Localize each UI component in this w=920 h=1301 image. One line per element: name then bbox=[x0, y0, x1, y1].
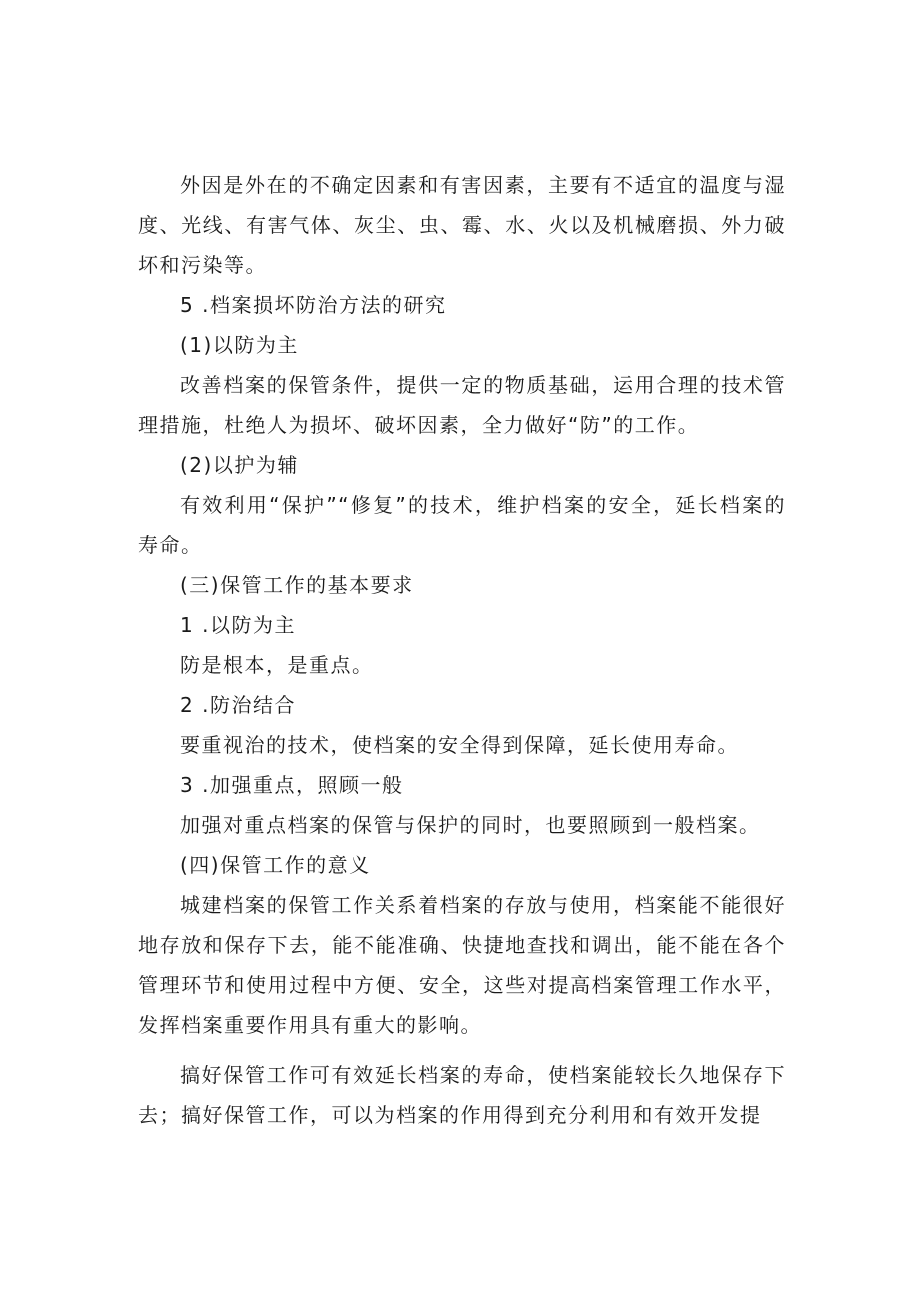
heading-basic-requirements: (三)保管工作的基本要求 bbox=[180, 573, 414, 597]
paragraph-good-management: 搞好保管工作可有效延长档案的寿命，使档案能较长久地保存下去；搞好保管工作，可以为档案的作用得到充分利用和有效开发提 bbox=[138, 1063, 786, 1127]
document-body bbox=[138, 165, 786, 1135]
subheading-protection-supplement: (2)以护为辅 bbox=[180, 453, 299, 477]
paragraph-prevention-fundamental: 防是根本，是重点。 bbox=[180, 653, 374, 677]
paragraph-treatment-technique: 要重视治的技术，使档案的安全得到保障，延长使用寿命。 bbox=[180, 733, 739, 757]
subheading-prevention-treatment: 2 .防治结合 bbox=[180, 693, 296, 717]
paragraph-urban-archives: 城建档案的保管工作关系着档案的存放与使用，档案能不能很好地存放和保存下去，能不能准确、快捷地查找和调出，能不能在各个管理环节和使用过程中方便、安全，这些对提高档案管理工作水平，发挥档案重要作用具有重大的影响。 bbox=[138, 893, 786, 1037]
paragraph-protection-repair: 有效利用“保护”“修复”的技术，维护档案的安全，延长档案的寿命。 bbox=[138, 493, 786, 557]
subheading-focus-key: 3 .加强重点，照顾一般 bbox=[180, 773, 404, 797]
paragraph-external-causes: 外因是外在的不确定因素和有害因素，主要有不适宜的温度与湿度、光线、有害气体、灰尘、虫、霉、水、火以及机械磨损、外力破坏和污染等。 bbox=[138, 173, 786, 277]
heading-significance: (四)保管工作的意义 bbox=[180, 853, 371, 877]
paragraph-improve-conditions: 改善档案的保管条件，提供一定的物质基础，运用合理的技术管理措施，杜绝人为损坏、破坏因素，全力做好“防”的工作。 bbox=[138, 373, 786, 437]
heading-damage-prevention-research: 5 .档案损坏防治方法的研究 bbox=[180, 293, 447, 317]
subheading-prevention-first-2: 1 .以防为主 bbox=[180, 613, 296, 637]
subheading-prevention-first: (1)以防为主 bbox=[180, 333, 299, 357]
paragraph-key-archives: 加强对重点档案的保管与保护的同时，也要照顾到一般档案。 bbox=[180, 813, 761, 837]
